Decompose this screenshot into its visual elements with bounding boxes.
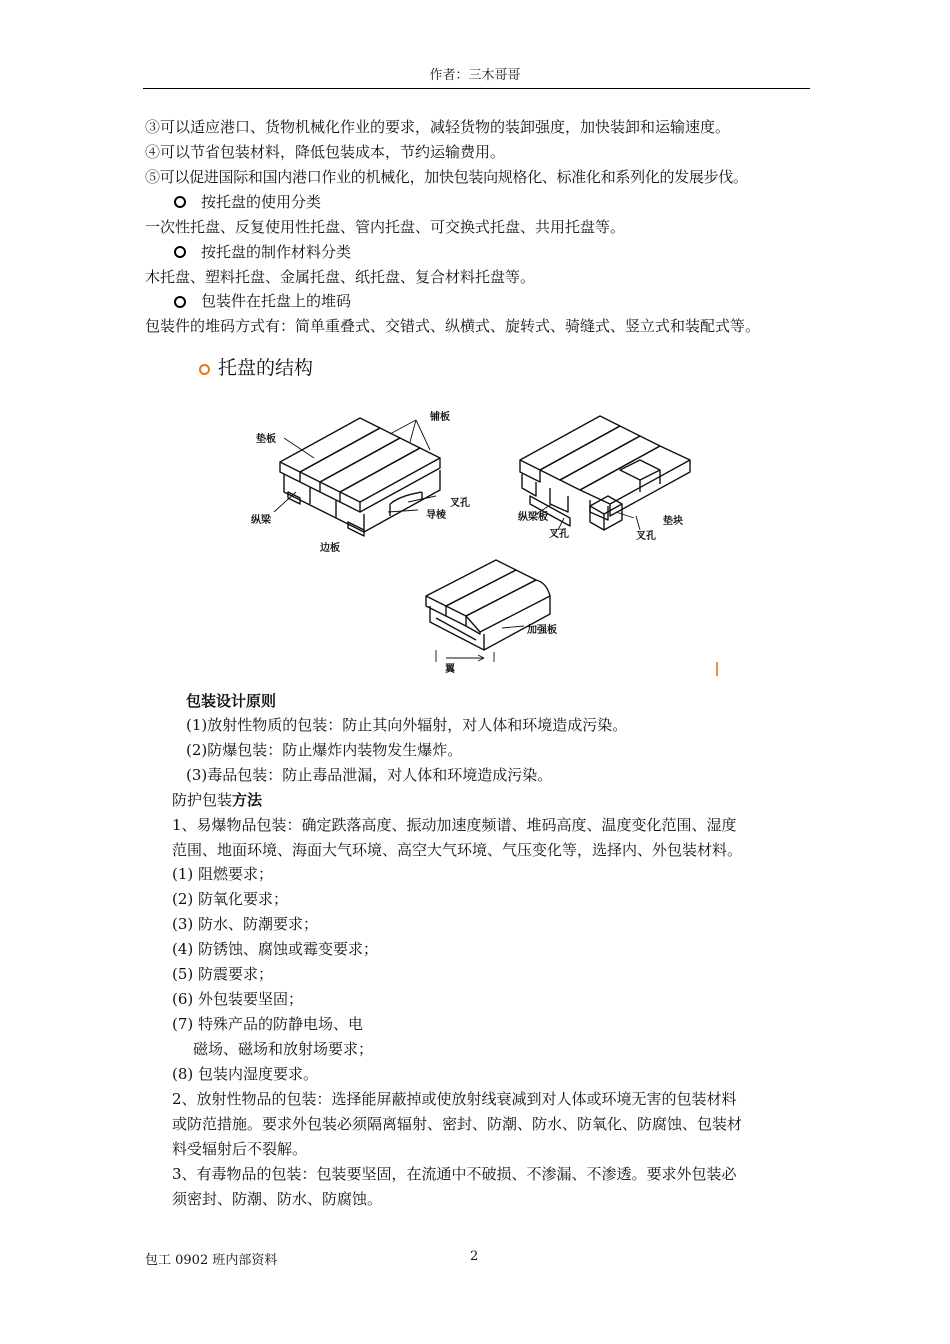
- label-wing: 翼: [445, 664, 455, 675]
- method-3-line: 须密封、防潮、防水、防腐蚀。: [172, 1190, 383, 1208]
- advantage-line-4: ④可以节省包装材料，降低包装成本，节约运输费用。: [145, 143, 506, 161]
- label-block: 垫块: [663, 516, 683, 527]
- method-1-line: 1、易爆物品包装：确定跌落高度、振动加速度频谱、堆码高度、温度变化范围、湿度: [172, 816, 737, 834]
- pallet-structure-diagram: [240, 400, 730, 680]
- label-fork-hole-3: 叉孔: [636, 531, 656, 542]
- methods-heading: [172, 790, 262, 810]
- bullet-icon: [174, 246, 186, 258]
- design-principle-item: (1)放射性物质的包装：防止其向外辐射，对人体和环境造成污染。: [186, 716, 628, 734]
- wing-pallet-drawing: [426, 560, 550, 662]
- orange-bullet-icon: [199, 364, 210, 375]
- methods-heading-prefix: 防护包装: [172, 791, 233, 809]
- advantage-line-3: ③可以适应港口、货物机械化作业的要求，减轻货物的装卸强度，加快装卸和运输速度。: [145, 118, 731, 136]
- page-header-author: 作者：三木哥哥: [429, 68, 521, 83]
- method-1-line: 范围、地面环境、海面大气环境、高空大气环境、气压变化等，选择内、外包装材料。: [172, 841, 743, 859]
- bullet-icon: [174, 296, 186, 308]
- stringer-pallet-drawing: [274, 418, 440, 536]
- classify-use-heading: 按托盘的使用分类: [201, 193, 322, 211]
- structure-title: 托盘的结构: [218, 357, 314, 379]
- footer-note: 包工 0902 班内部资料: [145, 1253, 278, 1268]
- requirement-item: (1) 阻燃要求；: [172, 865, 274, 883]
- method-2-line: 或防范措施。要求外包装必须隔离辐射、密封、防潮、防水、防氧化、防腐蚀、包装材: [172, 1115, 743, 1133]
- requirement-item: (8) 包装内湿度要求。: [172, 1065, 319, 1083]
- classify-material-heading: 按托盘的制作材料分类: [201, 243, 352, 261]
- label-edge-board: 边板: [320, 543, 340, 554]
- label-deck-board: 铺板: [430, 412, 450, 423]
- requirement-item-continued: 磁场、磁场和放射场要求；: [193, 1040, 374, 1058]
- label-stringer: 纵梁: [251, 515, 271, 526]
- design-principle-item: (2)防爆包装：防止爆炸内装物发生爆炸。: [186, 741, 463, 759]
- classify-material-text: 木托盘、塑料托盘、金属托盘、纸托盘、复合材料托盘等。: [145, 268, 536, 286]
- label-fork-hole: 叉孔: [450, 498, 470, 509]
- requirement-item: (2) 防氧化要求；: [172, 890, 289, 908]
- label-stringer-board: 纵梁板: [518, 512, 548, 523]
- method-3-line: 3、有毒物品的包装：包装要坚固，在流通中不破损、不渗漏、不渗透。要求外包装必: [172, 1165, 737, 1183]
- requirement-item: (3) 防水、防潮要求；: [172, 915, 319, 933]
- methods-heading-bold: 方法: [232, 791, 263, 809]
- page-number: 2: [470, 1249, 479, 1264]
- method-2-line: 2、放射性物品的包装：选择能屏蔽掉或使放射线衰减到对人体或环境无害的包装材料: [172, 1090, 737, 1108]
- design-principles-heading: 包装设计原则: [186, 692, 277, 710]
- label-pad-board: 垫板: [256, 434, 276, 445]
- method-2-line: 料受辐射后不裂解。: [172, 1140, 308, 1158]
- requirement-item: (6) 外包装要坚固；: [172, 990, 304, 1008]
- advantage-line-5: ⑤可以促进国际和国内港口作业的机械化，加快包装向规格化、标准化和系列化的发展步伐。: [145, 168, 748, 186]
- bullet-icon: [174, 196, 186, 208]
- classify-use-text: 一次性托盘、反复使用性托盘、管内托盘、可交换式托盘、共用托盘等。: [145, 218, 626, 236]
- requirement-item: (7) 特殊产品的防静电场、电: [172, 1015, 364, 1033]
- stacking-heading: 包装件在托盘上的堆码: [201, 292, 352, 310]
- requirement-item: (4) 防锈蚀、腐蚀或霉变要求；: [172, 940, 379, 958]
- requirement-item: (5) 防震要求；: [172, 965, 274, 983]
- label-reinforce-board: 加强板: [527, 625, 557, 636]
- label-fork-hole-2: 叉孔: [549, 529, 569, 540]
- stacking-text: 包装件的堆码方式有：简单重叠式、交错式、纵横式、旋转式、骑缝式、竖立式和装配式等。: [145, 317, 761, 335]
- label-chamfer: 导棱: [426, 510, 446, 521]
- design-principle-item: (3)毒品包装：防止毒品泄漏，对人体和环境造成污染。: [186, 766, 553, 784]
- header-divider: [143, 88, 810, 89]
